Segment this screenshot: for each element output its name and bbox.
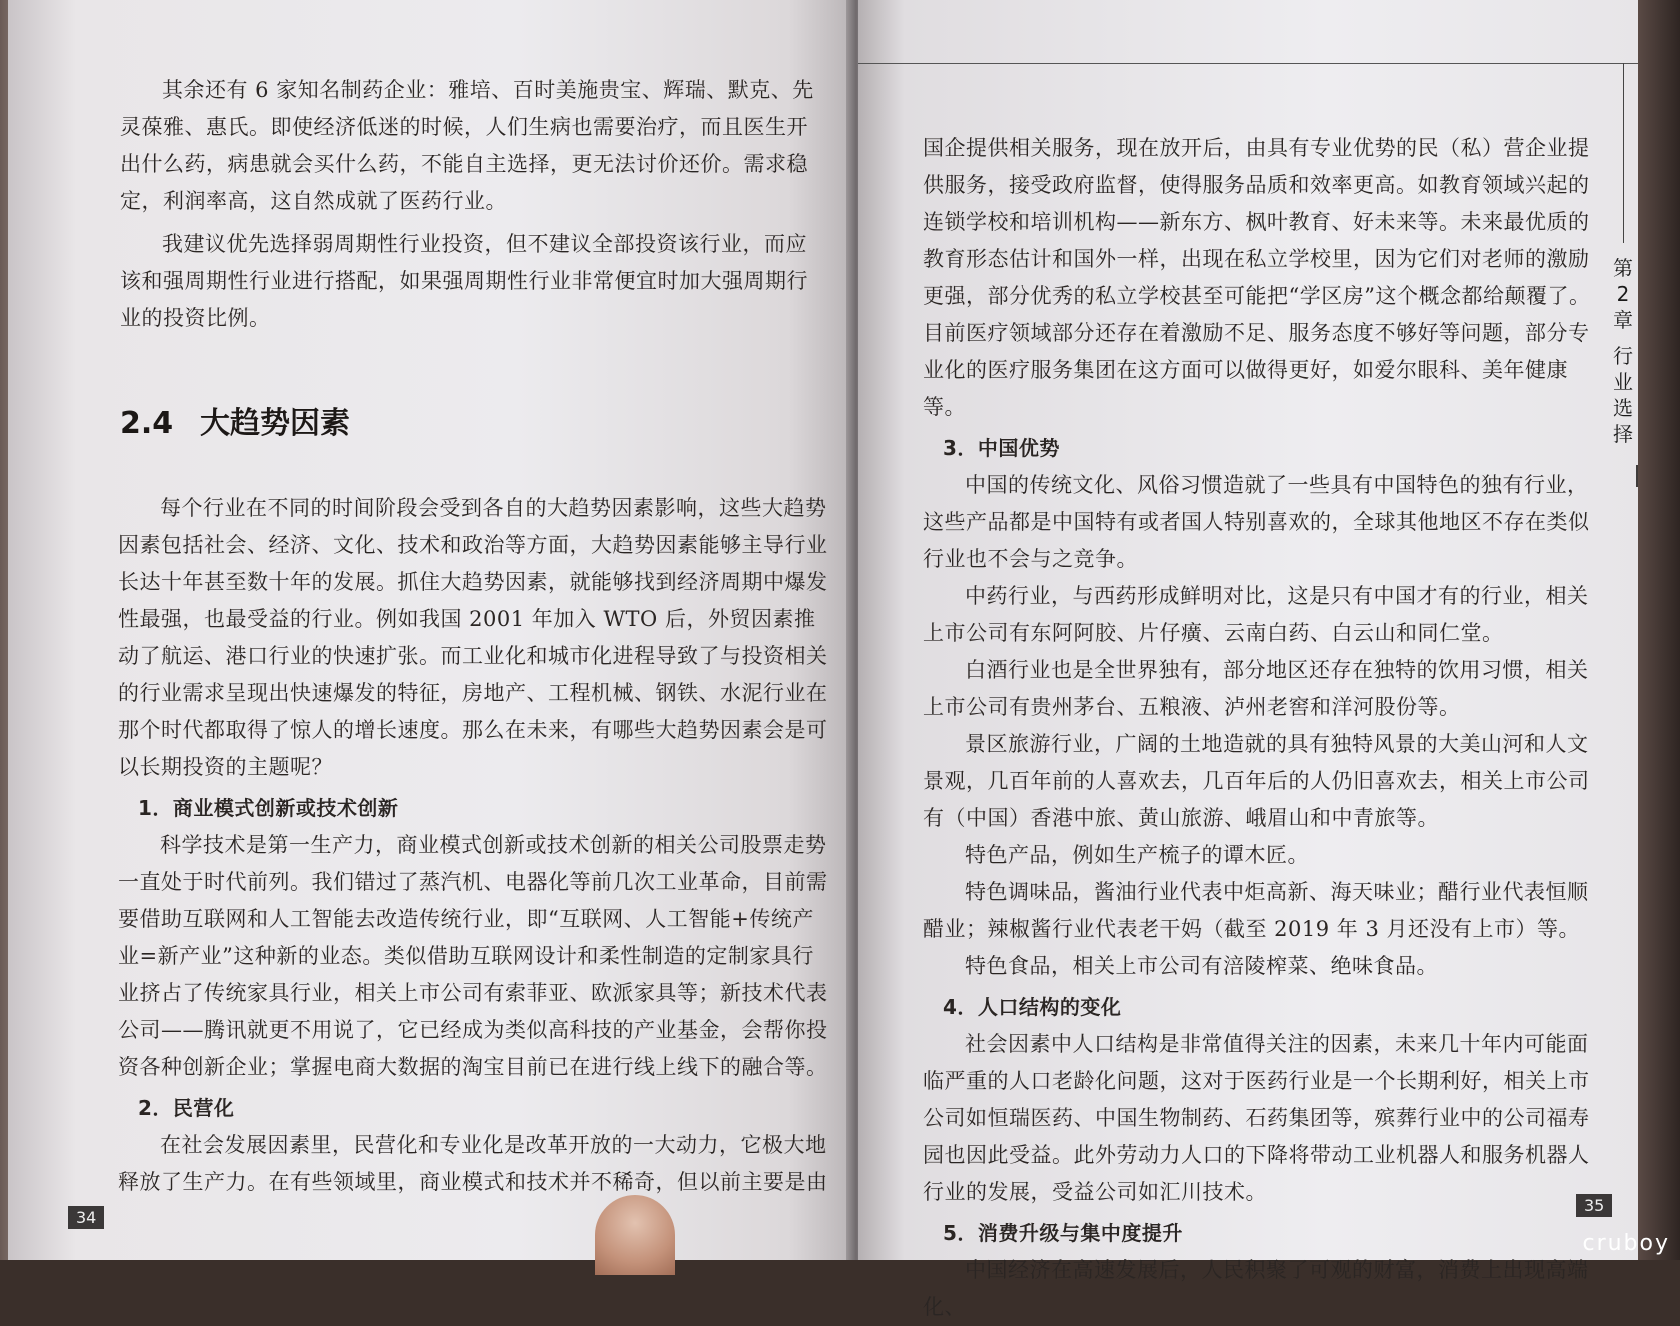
paragraph: 在社会发展因素里，民营化和专业化是改革开放的一大动力，它极大地释放了生产力。在有些领域里，商业模式和技术并不稀奇，但以前主要是由 [118, 1133, 828, 1194]
page-number: 35 [1576, 1194, 1612, 1217]
section-number: 2.4 [120, 406, 174, 441]
paragraph: 中国经济在高速发展后，人民积聚了可观的财富，消费上出现高端化、 [923, 1258, 1589, 1319]
chapter-tab [1608, 255, 1638, 447]
paragraph: 特色食品，相关上市公司有涪陵榨菜、绝味食品。 [965, 954, 1438, 978]
paragraph: 景区旅游行业，广阔的土地造就的具有独特风景的大美山河和人文景观，几百年前的人喜欢去，几百年后的人仍旧喜欢去，相关上市公司有（中国）香港中旅、黄山旅游、峨眉山和中青旅等。 [923, 732, 1590, 830]
paragraph: 特色产品，例如生产梳子的谭木匠。 [965, 843, 1309, 867]
subsection-title: 2．民营化 [138, 1096, 235, 1120]
paragraph: 中国的传统文化、风俗习惯造就了一些具有中国特色的独有行业，这些产品都是中国特有或者国人特别喜欢的，全球其他地区不存在类似行业也不会与之竞争。 [923, 473, 1590, 571]
section-heading [120, 398, 350, 442]
right-body [923, 130, 1598, 1326]
chapter-title: 行业选择 [1613, 344, 1633, 446]
paragraph: 中药行业，与西药形成鲜明对比，这是只有中国才有的行业，相关上市公司有东阿阿胶、片仔癀、云南白药、白云山和同仁堂。 [923, 584, 1589, 645]
header-rule [858, 63, 1638, 64]
subsection-title: 5．消费升级与集中度提升 [943, 1221, 1183, 1245]
subsection-title: 1．商业模式创新或技术创新 [138, 796, 399, 820]
left-page [8, 0, 856, 1260]
thumb [595, 1195, 675, 1275]
section-title: 大趋势因素 [200, 406, 350, 441]
right-page [858, 0, 1638, 1319]
left-body [118, 490, 828, 1201]
paragraph: 我建议优先选择弱周期性行业投资，但不建议全部投资该行业，而应该和强周期性行业进行搭配，如果强周期性行业非常便宜时加大强周期行业的投资比例。 [120, 232, 808, 330]
side-rule [1623, 63, 1624, 243]
paragraph: 社会因素中人口结构是非常值得关注的因素，未来几十年内可能面临严重的人口老龄化问题，这对于医药行业是一个长期利好，相关上市公司如恒瑞医药、中国生物制药、石药集团等，殡葬行业中的公司福寿园也因此受益。此外劳动力人口的下降将带动工业机器人和服务机器人行业的发展，受益公司如汇川技术。 [923, 1032, 1590, 1204]
left-top-text [120, 72, 825, 337]
paragraph: 每个行业在不同的时间阶段会受到各自的大趋势因素影响，这些大趋势因素包括社会、经济、文化、技术和政治等方面，大趋势因素能够主导行业长达十年甚至数十年的发展。抓住大趋势因素，就能够找到经济周期中爆发性最强，也最受益的行业。例如我国 2001 年加入 WTO 后，外贸因素推动了航运、港口行业的快速扩张。而工业化和城市化进程导致了与投资相关的行业需求呈现出快速爆发的特征，房地产、工程机械、钢铁、水泥行业在那个时代都取得了惊人的增长速度。那么在未来，有哪些大趋势因素会是可以长期投资的主题呢？ [118, 496, 828, 779]
chapter-label: 第2章 [1613, 256, 1633, 332]
paragraph: 白酒行业也是全世界独有，部分地区还存在独特的饮用习惯，相关上市公司有贵州茅台、五粮液、泸州老窖和洋河股份等。 [923, 658, 1589, 719]
paragraph: 特色调味品，酱油行业代表中炬高新、海天味业；醋行业代表恒顺醋业；辣椒酱行业代表老干妈（截至 2019 年 3 月还没有上市）等。 [923, 880, 1589, 941]
paragraph: 科学技术是第一生产力，商业模式创新或技术创新的相关公司股票走势一直处于时代前列。我们错过了蒸汽机、电器化等前几次工业革命，目前需要借助互联网和人工智能去改造传统行业，即“互联网、人工智能+传统产业=新产业”这种新的业态。类似借助互联网设计和柔性制造的定制家具行业挤占了传统家具行业，相关上市公司有索菲亚、欧派家具等；新技术代表公司——腾讯就更不用说了，它已经成为类似高科技的产业基金，会帮你投资各种创新企业；掌握电商大数据的淘宝目前已在进行线上线下的融合等。 [118, 833, 828, 1079]
watermark: cruboy [1582, 1231, 1670, 1256]
page-number: 34 [68, 1206, 104, 1229]
paragraph: 国企提供相关服务，现在放开后，由具有专业优势的民（私）营企业提供服务，接受政府监督，使得服务品质和效率更高。如教育领域兴起的连锁学校和培训机构——新东方、枫叶教育、好未来等。未来最优质的教育形态估计和国外一样，出现在私立学校里，因为它们对老师的激励更强，部分优秀的私立学校甚至可能把“学区房”这个概念都给颠覆了。目前医疗领域部分还存在着激励不足、服务态度不够好等问题，部分专业化的医疗服务集团在这方面可以做得更好，如爱尔眼科、美年健康等。 [923, 136, 1591, 419]
background-edge [1638, 0, 1680, 1260]
subsection-title: 4．人口结构的变化 [943, 995, 1122, 1019]
subsection-title: 3．中国优势 [943, 436, 1060, 460]
paragraph: 其余还有 6 家知名制药企业：雅培、百时美施贵宝、辉瑞、默克、先灵葆雅、惠氏。即使经济低迷的时候，人们生病也需要治疗，而且医生开出什么药，病患就会买什么药，不能自主选择，更无法讨价还价。需求稳定，利润率高，这自然成就了医药行业。 [120, 78, 814, 213]
